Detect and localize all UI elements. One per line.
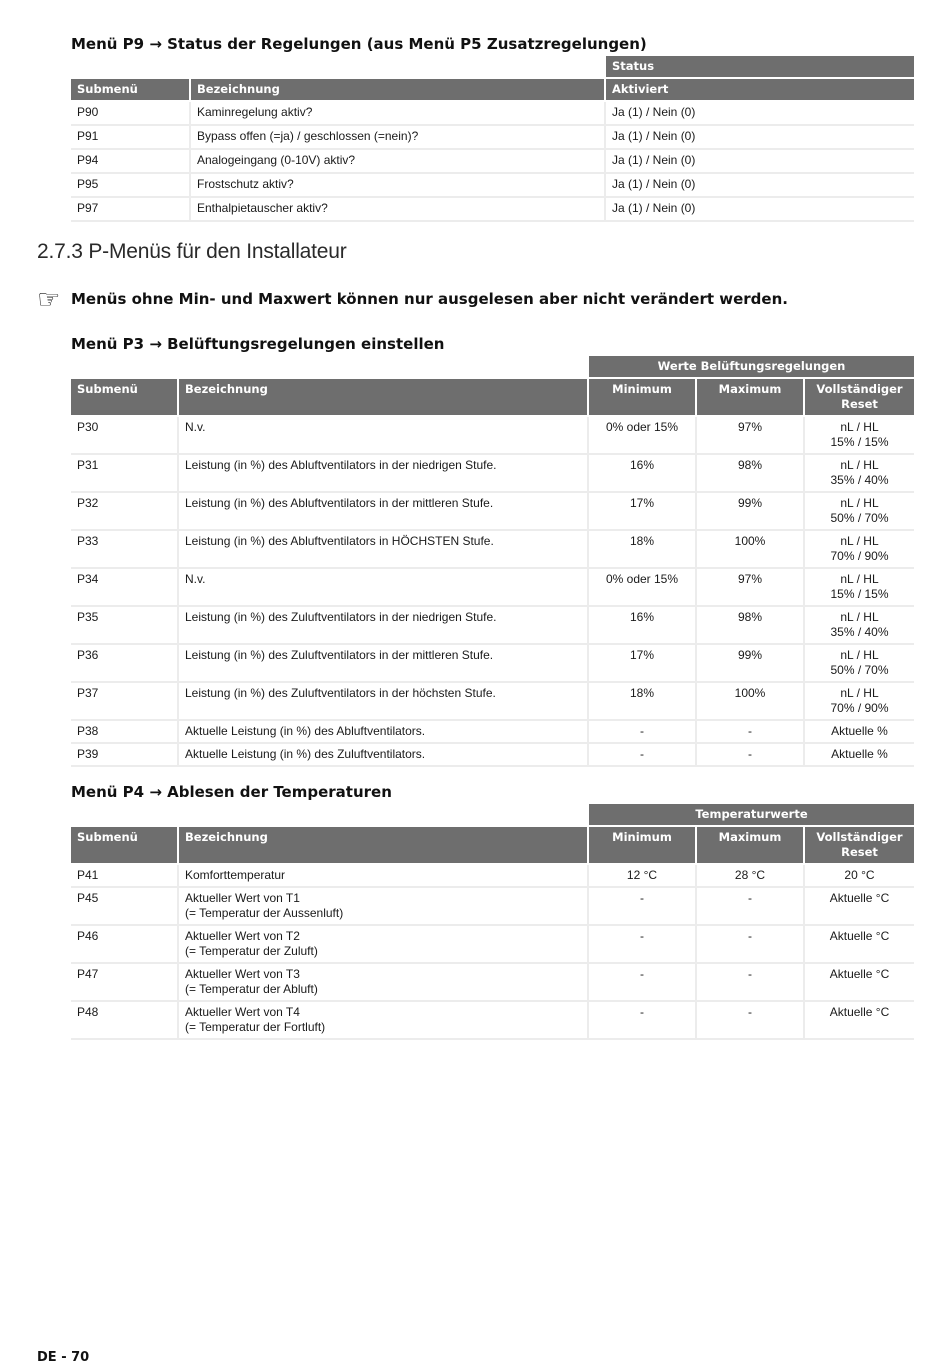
cell-description: Aktuelle Leistung (in %) des Abluftventilators. [179,721,589,744]
col-submenu: Submenü [71,827,179,865]
cell-maximum: 100% [697,531,805,569]
col-activated: Aktiviert [606,79,914,102]
p3-group-header: Werte Belüftungsregelungen [589,356,914,379]
cell-reset-line1: nL / HL [840,648,879,662]
cell-reset-line2: 35% / 40% [830,625,889,639]
cell-submenu: P33 [71,531,179,569]
p4-group-header: Temperaturwerte [589,804,914,827]
cell-reset-line1: nL / HL [840,458,879,472]
cell-description: Frostschutz aktiv? [191,174,606,198]
col-submenu: Submenü [71,79,191,102]
cell-maximum: - [697,926,805,964]
p4-column-header-row [71,827,914,865]
cell-description-line1: Aktueller Wert von T3 [185,967,300,981]
cell-description-line2: (= Temperatur der Abluft) [185,982,318,996]
col-full-reset-line1: Vollständiger [816,382,903,396]
cell-submenu: P95 [71,174,191,198]
table-row [71,607,914,645]
cell-minimum: 0% oder 15% [589,417,697,455]
cell-description: Leistung (in %) des Zuluftventilators in der höchsten Stufe. [179,683,589,721]
blank-cell [71,804,179,827]
cell-reset-line2: 15% / 15% [830,587,889,601]
cell-reset-line1: nL / HL [840,496,879,510]
cell-reset [805,645,914,683]
cell-maximum: 99% [697,645,805,683]
cell-minimum: - [589,1002,697,1040]
cell-submenu: P97 [71,198,191,222]
cell-reset: Aktuelle °C [805,926,914,964]
cell-submenu: P35 [71,607,179,645]
cell-maximum: 28 °C [697,865,805,888]
table-row [71,198,914,222]
table-row [71,531,914,569]
cell-submenu: P37 [71,683,179,721]
cell-submenu: P91 [71,126,191,150]
cell-description-line2: (= Temperatur der Fortluft) [185,1020,326,1034]
cell-minimum: 17% [589,645,697,683]
cell-minimum: 16% [589,607,697,645]
cell-reset-line1: nL / HL [840,610,879,624]
cell-reset-line2: 50% / 70% [830,511,889,525]
table-row [71,645,914,683]
blank-cell [179,356,589,379]
table-row [71,865,914,888]
cell-description: Leistung (in %) des Zuluftventilators in der mittleren Stufe. [179,645,589,683]
table-row [71,744,914,767]
p4-group-header-row [71,804,914,827]
table-row [71,493,914,531]
cell-description-line2: (= Temperatur der Aussenluft) [185,906,344,920]
cell-minimum: 18% [589,531,697,569]
col-full-reset [805,827,914,865]
cell-minimum: - [589,744,697,767]
cell-reset-line2: 50% / 70% [830,663,889,677]
cell-maximum: - [697,888,805,926]
p4-heading: Menü P4 → Ablesen der Temperaturen [71,783,392,801]
cell-status: Ja (1) / Nein (0) [606,150,914,174]
cell-reset [805,531,914,569]
cell-submenu: P30 [71,417,179,455]
cell-status: Ja (1) / Nein (0) [606,102,914,126]
col-full-reset [805,379,914,417]
cell-submenu: P39 [71,744,179,767]
cell-description [179,1002,589,1040]
cell-submenu: P90 [71,102,191,126]
col-full-reset-line1: Vollständiger [816,830,903,844]
cell-minimum: 0% oder 15% [589,569,697,607]
cell-description: Analogeingang (0-10V) aktiv? [191,150,606,174]
cell-minimum: - [589,721,697,744]
cell-description [179,926,589,964]
cell-submenu: P38 [71,721,179,744]
blank-cell [179,804,589,827]
cell-maximum: 98% [697,607,805,645]
table-row [71,569,914,607]
page-number: DE - 70 [37,1350,90,1365]
cell-description: Leistung (in %) des Zuluftventilators in der niedrigen Stufe. [179,607,589,645]
cell-minimum: - [589,888,697,926]
table-row [71,174,914,198]
cell-status: Ja (1) / Nein (0) [606,174,914,198]
cell-reset [805,493,914,531]
cell-reset-line2: 15% / 15% [830,435,889,449]
cell-maximum: 98% [697,455,805,493]
cell-submenu: P31 [71,455,179,493]
col-description: Bezeichnung [179,379,589,417]
p3-table [71,356,914,767]
cell-description: Bypass offen (=ja) / geschlossen (=nein)? [191,126,606,150]
p9-column-header-row [71,79,914,102]
p3-heading: Menü P3 → Belüftungsregelungen einstellen [71,335,445,353]
cell-status: Ja (1) / Nein (0) [606,198,914,222]
table-row [71,150,914,174]
cell-submenu: P34 [71,569,179,607]
col-maximum: Maximum [697,379,805,417]
cell-reset [805,569,914,607]
p9-group-header: Status [606,56,914,79]
cell-status: Ja (1) / Nein (0) [606,126,914,150]
cell-description: Leistung (in %) des Abluftventilators in der niedrigen Stufe. [179,455,589,493]
cell-submenu: P48 [71,1002,179,1040]
col-minimum: Minimum [589,827,697,865]
table-row [71,964,914,1002]
cell-maximum: - [697,744,805,767]
blank-cell [191,56,606,79]
cell-description: N.v. [179,569,589,607]
cell-maximum: 100% [697,683,805,721]
cell-maximum: 99% [697,493,805,531]
table-row [71,926,914,964]
cell-description: Enthalpietauscher aktiv? [191,198,606,222]
cell-minimum: 12 °C [589,865,697,888]
note-text: Menüs ohne Min- und Maxwert können nur ausgelesen aber nicht verändert werden. [71,290,788,308]
cell-submenu: P94 [71,150,191,174]
cell-submenu: P46 [71,926,179,964]
cell-reset-line2: 70% / 90% [830,701,889,715]
cell-description [179,888,589,926]
table-row [71,417,914,455]
cell-reset [805,683,914,721]
cell-maximum: 97% [697,569,805,607]
p9-group-header-row [71,56,914,79]
table-row [71,126,914,150]
p4-table [71,804,914,1040]
cell-minimum: - [589,926,697,964]
cell-minimum: 18% [589,683,697,721]
cell-minimum: 16% [589,455,697,493]
cell-submenu: P36 [71,645,179,683]
cell-reset: Aktuelle °C [805,964,914,1002]
cell-reset-line1: nL / HL [840,686,879,700]
cell-reset-line2: 35% / 40% [830,473,889,487]
cell-submenu: P41 [71,865,179,888]
cell-maximum: - [697,721,805,744]
cell-reset: 20 °C [805,865,914,888]
cell-submenu: P47 [71,964,179,1002]
cell-minimum: 17% [589,493,697,531]
cell-reset-line1: nL / HL [840,534,879,548]
pointing-hand-icon: ☞ [37,284,61,314]
blank-cell [71,56,191,79]
col-full-reset-line2: Reset [841,397,878,411]
info-note [37,286,788,312]
p3-group-header-row [71,356,914,379]
p9-heading: Menü P9 → Status der Regelungen (aus Menü P5 Zusatzregelungen) [71,35,647,53]
p3-column-header-row [71,379,914,417]
cell-reset-line1: nL / HL [840,572,879,586]
cell-description [179,964,589,1002]
cell-description-line1: Aktueller Wert von T4 [185,1005,300,1019]
cell-description-line2: (= Temperatur der Zuluft) [185,944,318,958]
cell-reset: Aktuelle % [805,721,914,744]
blank-cell [71,356,179,379]
table-row [71,721,914,744]
cell-description-line1: Aktueller Wert von T1 [185,891,300,905]
cell-submenu: P45 [71,888,179,926]
cell-reset: Aktuelle % [805,744,914,767]
cell-submenu: P32 [71,493,179,531]
p9-table [71,56,914,222]
section-title: 2.7.3 P-Menüs für den Installateur [37,240,347,263]
col-description: Bezeichnung [191,79,606,102]
col-minimum: Minimum [589,379,697,417]
cell-reset-line2: 70% / 90% [830,549,889,563]
cell-description: Leistung (in %) des Abluftventilators in HÖCHSTEN Stufe. [179,531,589,569]
table-row [71,102,914,126]
table-row [71,1002,914,1040]
cell-reset [805,455,914,493]
cell-description-line1: Aktueller Wert von T2 [185,929,300,943]
cell-maximum: - [697,964,805,1002]
cell-description: Kaminregelung aktiv? [191,102,606,126]
cell-maximum: - [697,1002,805,1040]
cell-description: Komforttemperatur [179,865,589,888]
col-full-reset-line2: Reset [841,845,878,859]
col-description: Bezeichnung [179,827,589,865]
table-row [71,455,914,493]
cell-minimum: - [589,964,697,1002]
col-maximum: Maximum [697,827,805,865]
cell-reset-line1: nL / HL [840,420,879,434]
cell-description: N.v. [179,417,589,455]
table-row [71,888,914,926]
cell-reset [805,607,914,645]
cell-maximum: 97% [697,417,805,455]
cell-reset [805,417,914,455]
cell-description: Leistung (in %) des Abluftventilators in der mittleren Stufe. [179,493,589,531]
cell-reset: Aktuelle °C [805,888,914,926]
cell-reset: Aktuelle °C [805,1002,914,1040]
table-row [71,683,914,721]
col-submenu: Submenü [71,379,179,417]
cell-description: Aktuelle Leistung (in %) des Zuluftventilators. [179,744,589,767]
